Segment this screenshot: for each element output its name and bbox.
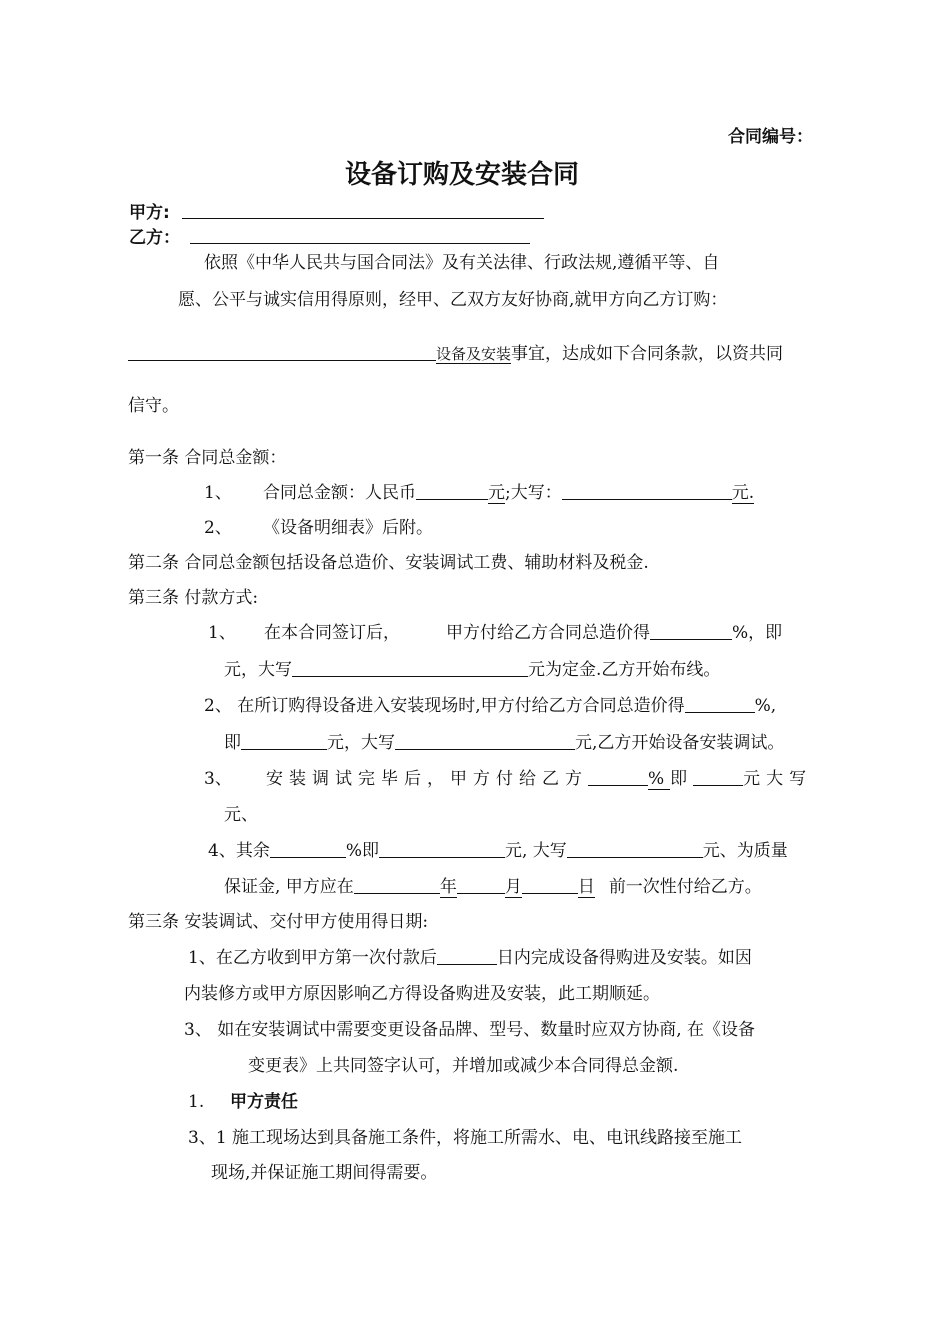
payment-3-percent-blank — [588, 769, 648, 786]
delivery-1-text: 1、在乙方收到甲方第一次付款后 — [188, 948, 437, 968]
article-3b-heading: 第三条 安装调试、交付甲方使用得日期: — [128, 912, 429, 932]
payment-3-yuan-daxie: 元大写 — [743, 769, 813, 789]
preamble-line-1: 依照《中华人民共与国合同法》及有关法律、行政法规,遵循平等、自 — [204, 253, 720, 273]
article-1-item-1-num: 1、 — [204, 483, 232, 503]
payment-4-deposit: 保证金, 甲方应在 — [224, 877, 354, 897]
equipment-and-installation: 设备及安装 — [436, 345, 512, 363]
payment-4-yuan-daxie: 元, 大写 — [504, 841, 567, 861]
total-amount-label: 合同总金额：人民币 — [263, 483, 416, 503]
party-a-duty-num: 1. — [188, 1092, 205, 1112]
preamble-line-3 — [128, 344, 783, 364]
payment-1-deposit: 元为定金.乙方开始布线。 — [528, 660, 721, 680]
payment-4-quality: 元、为质量 — [702, 841, 788, 861]
delivery-days-blank — [437, 948, 497, 965]
party-a-duty-line-2: 现场,并保证施工期间得需要。 — [211, 1163, 438, 1183]
payment-1-percent: %，即 — [732, 623, 783, 643]
payment-3-text: 安装调试完毕后，甲方付给乙方 — [266, 769, 588, 789]
contract-number-label: 合同编号： — [728, 127, 813, 147]
payment-2-yuan-daxie: 元，大写 — [327, 733, 395, 753]
payment-3-line-2: 元、 — [224, 805, 258, 825]
payment-1-words-blank — [292, 660, 528, 677]
yuan-unit: 元 — [488, 483, 505, 503]
document-title: 设备订购及安装合同 — [345, 160, 580, 190]
delivery-3-line-2: 变更表》上共同签字认可，并增加或减少本合同得总金额. — [248, 1056, 679, 1076]
amount-rmb-blank — [416, 483, 488, 500]
payment-4-line-1 — [208, 841, 788, 861]
payment-2-install: 元,乙方开始设备安装调试。 — [575, 733, 785, 753]
article-1-item-1 — [263, 483, 754, 503]
delivery-1-line-2: 内装修方或甲方原因影响乙方得设备购进及安装，此工期顺延。 — [184, 984, 660, 1004]
payment-4-remaining: 4、其余 — [208, 841, 270, 861]
payment-3-line-1 — [266, 769, 812, 789]
payment-1-a: 在本合同签订后， — [264, 623, 400, 643]
payment-4-once: 前一次性付给乙方。 — [608, 877, 762, 897]
delivery-3-line-1: 3、 如在安装调试中需要变更设备品牌、型号、数量时应双方协商, 在《设备 — [184, 1020, 756, 1040]
payment-1-yuan-daxie: 元，大写 — [224, 660, 292, 680]
article-1-item-2: 《设备明细表》后附。 — [263, 518, 433, 538]
party-b-blank — [190, 243, 530, 244]
payment-4-line-2 — [224, 877, 762, 897]
payment-4-words-blank — [567, 841, 703, 858]
payment-4-day: 日 — [577, 877, 595, 897]
preamble-line-2: 愿、公平与诚实信用得原则，经甲、乙双方友好协商,就甲方向乙方订购： — [178, 290, 728, 310]
payment-3-num: 3、 — [204, 769, 232, 789]
payment-4-percent-blank — [270, 841, 346, 858]
party-a-duty-line-1: 3、1 施工现场达到具备施工条件，将施工所需水、电、电讯线路接至施工 — [188, 1128, 743, 1148]
payment-2-ji: 即 — [224, 733, 241, 753]
payment-3-percent: % — [648, 769, 671, 789]
payment-1-line-2 — [224, 660, 720, 680]
payment-1-num: 1、 — [208, 623, 236, 643]
amount-words-blank — [562, 483, 732, 500]
equipment-blank — [128, 344, 436, 361]
preamble-line-4: 信守。 — [128, 396, 179, 416]
payment-4-day-blank — [522, 877, 578, 894]
payment-2-percent: %, — [754, 696, 777, 716]
article-2: 第二条 合同总金额包括设备总造价、安装调试工费、辅助材料及税金. — [128, 553, 649, 573]
payment-2-line-1 — [204, 696, 776, 716]
payment-4-year-blank — [354, 877, 440, 894]
article-1-item-2-num: 2、 — [204, 518, 232, 538]
payment-4-month-blank — [457, 877, 505, 894]
payment-4-month: 月 — [504, 877, 522, 897]
payment-2-line-2 — [224, 733, 784, 753]
payment-4-percent: %即 — [345, 841, 379, 861]
daxie-label: ;大写： — [505, 483, 562, 503]
party-a-label: 甲方: — [129, 203, 170, 223]
payment-1-text: 甲方付给乙方合同总造价得 — [446, 623, 650, 643]
preamble-line-3-rest: 事宜，达成如下合同条款，以资共同 — [511, 344, 784, 364]
yuan-unit-2: 元. — [731, 483, 755, 503]
party-a-duty-heading: 甲方责任 — [230, 1092, 298, 1112]
payment-1-b — [446, 623, 782, 643]
party-b-label: 乙方： — [129, 228, 180, 248]
payment-2-amount-blank — [241, 733, 327, 750]
payment-4-year: 年 — [439, 877, 457, 897]
party-a-blank — [182, 218, 544, 219]
delivery-1-line-1 — [188, 948, 752, 968]
payment-2-percent-blank — [685, 696, 755, 713]
payment-1-percent-blank — [650, 623, 732, 640]
payment-4-amount-blank — [379, 841, 505, 858]
delivery-1-complete: 日内完成设备得购进及安装。如因 — [496, 948, 752, 968]
payment-3-amount-blank — [693, 769, 743, 786]
payment-2-text: 2、 在所订购得设备进入安装现场时,甲方付给乙方合同总造价得 — [204, 696, 685, 716]
payment-3-ji: 即 — [670, 769, 694, 789]
article-3-heading: 第三条 付款方式: — [128, 588, 259, 608]
article-1-heading: 第一条 合同总金额： — [128, 448, 287, 468]
payment-2-words-blank — [395, 733, 575, 750]
